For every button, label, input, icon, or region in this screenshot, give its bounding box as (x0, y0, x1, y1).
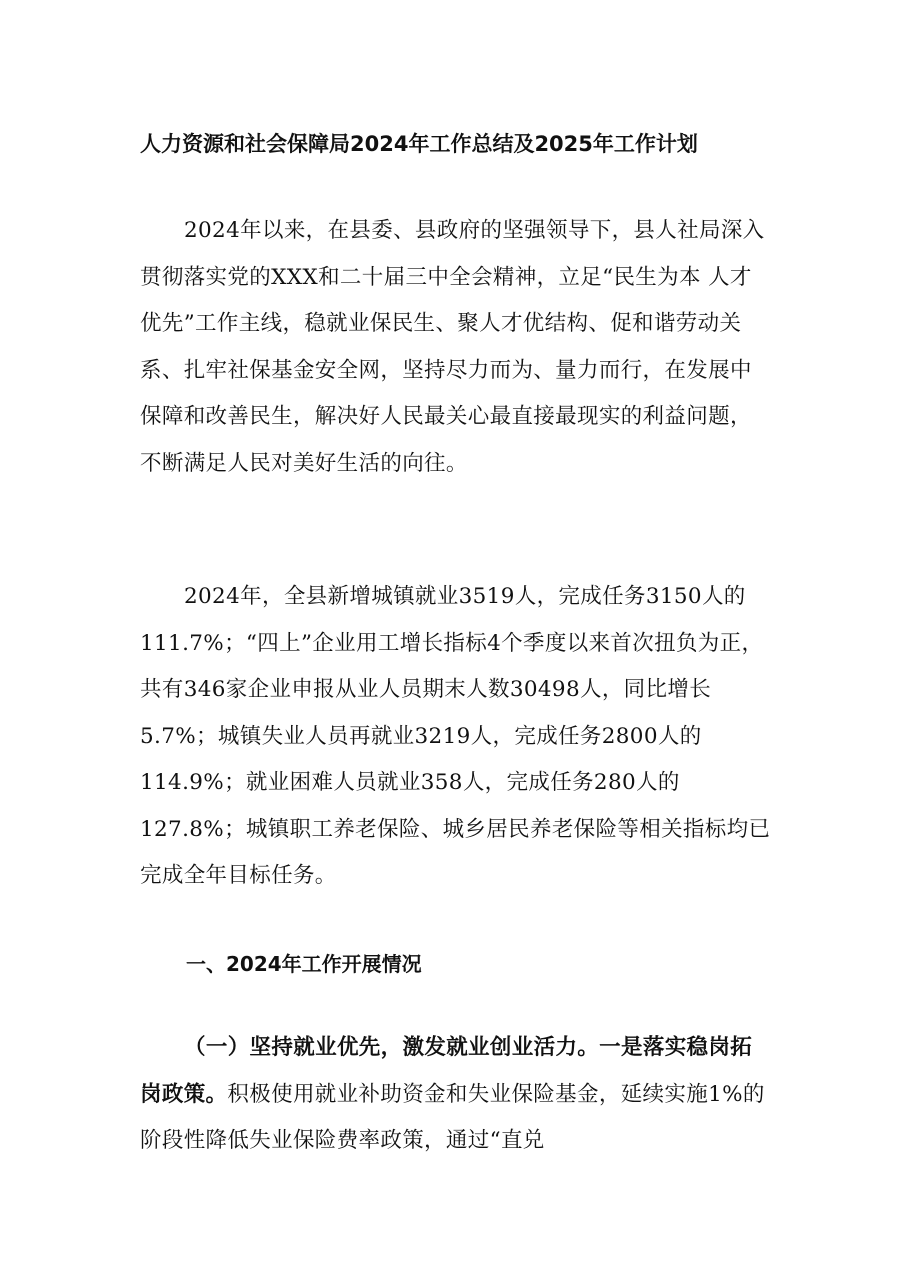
section-heading: 一、2024年工作开展情况 (186, 952, 422, 976)
stats-paragraph: 2024年，全县新增城镇就业3519人，完成任务3150人的111.7%；“四上”企业用工增长指标4个季度以来首次扭负为正，共有346家企业申报从业人员期末人数30498人，同比增长5.7%；城镇失业人员再就业3219人，完成任务2800人的114.9%；就业困难人员就业358人，完成任务280人的127.8%；城镇职工养老保险、城乡居民养老保险等相关指标均已完成全年目标任务。 (140, 584, 771, 888)
subsection-paragraph (140, 1025, 772, 1165)
subsection-body: 积极使用就业补助资金和失业保险基金，延续实施1%的阶段性降低失业保险费率政策，通过“直兑 (140, 1081, 765, 1153)
intro-paragraph: 2024年以来，在县委、县政府的坚强领导下，县人社局深入贯彻落实党的XXX和二十届三中全会精神，立足“民生为本 人才优先”工作主线，稳就业保民生、聚人才优结构、促和谐劳动关系、扎牢社保基金安全网，坚持尽力而为、量力而行，在发展中保障和改善民生，解决好人民最关心最直接最现实的利益问题，不断满足人民对美好生活的向往。 (140, 218, 765, 476)
subsection-bold-lead: （一）坚持就业优先，激发就业创业活力。一是落实稳岗拓岗政策。 (140, 1035, 753, 1107)
document-title: 人力资源和社会保障局2024年工作总结及2025年工作计划 (140, 132, 698, 156)
